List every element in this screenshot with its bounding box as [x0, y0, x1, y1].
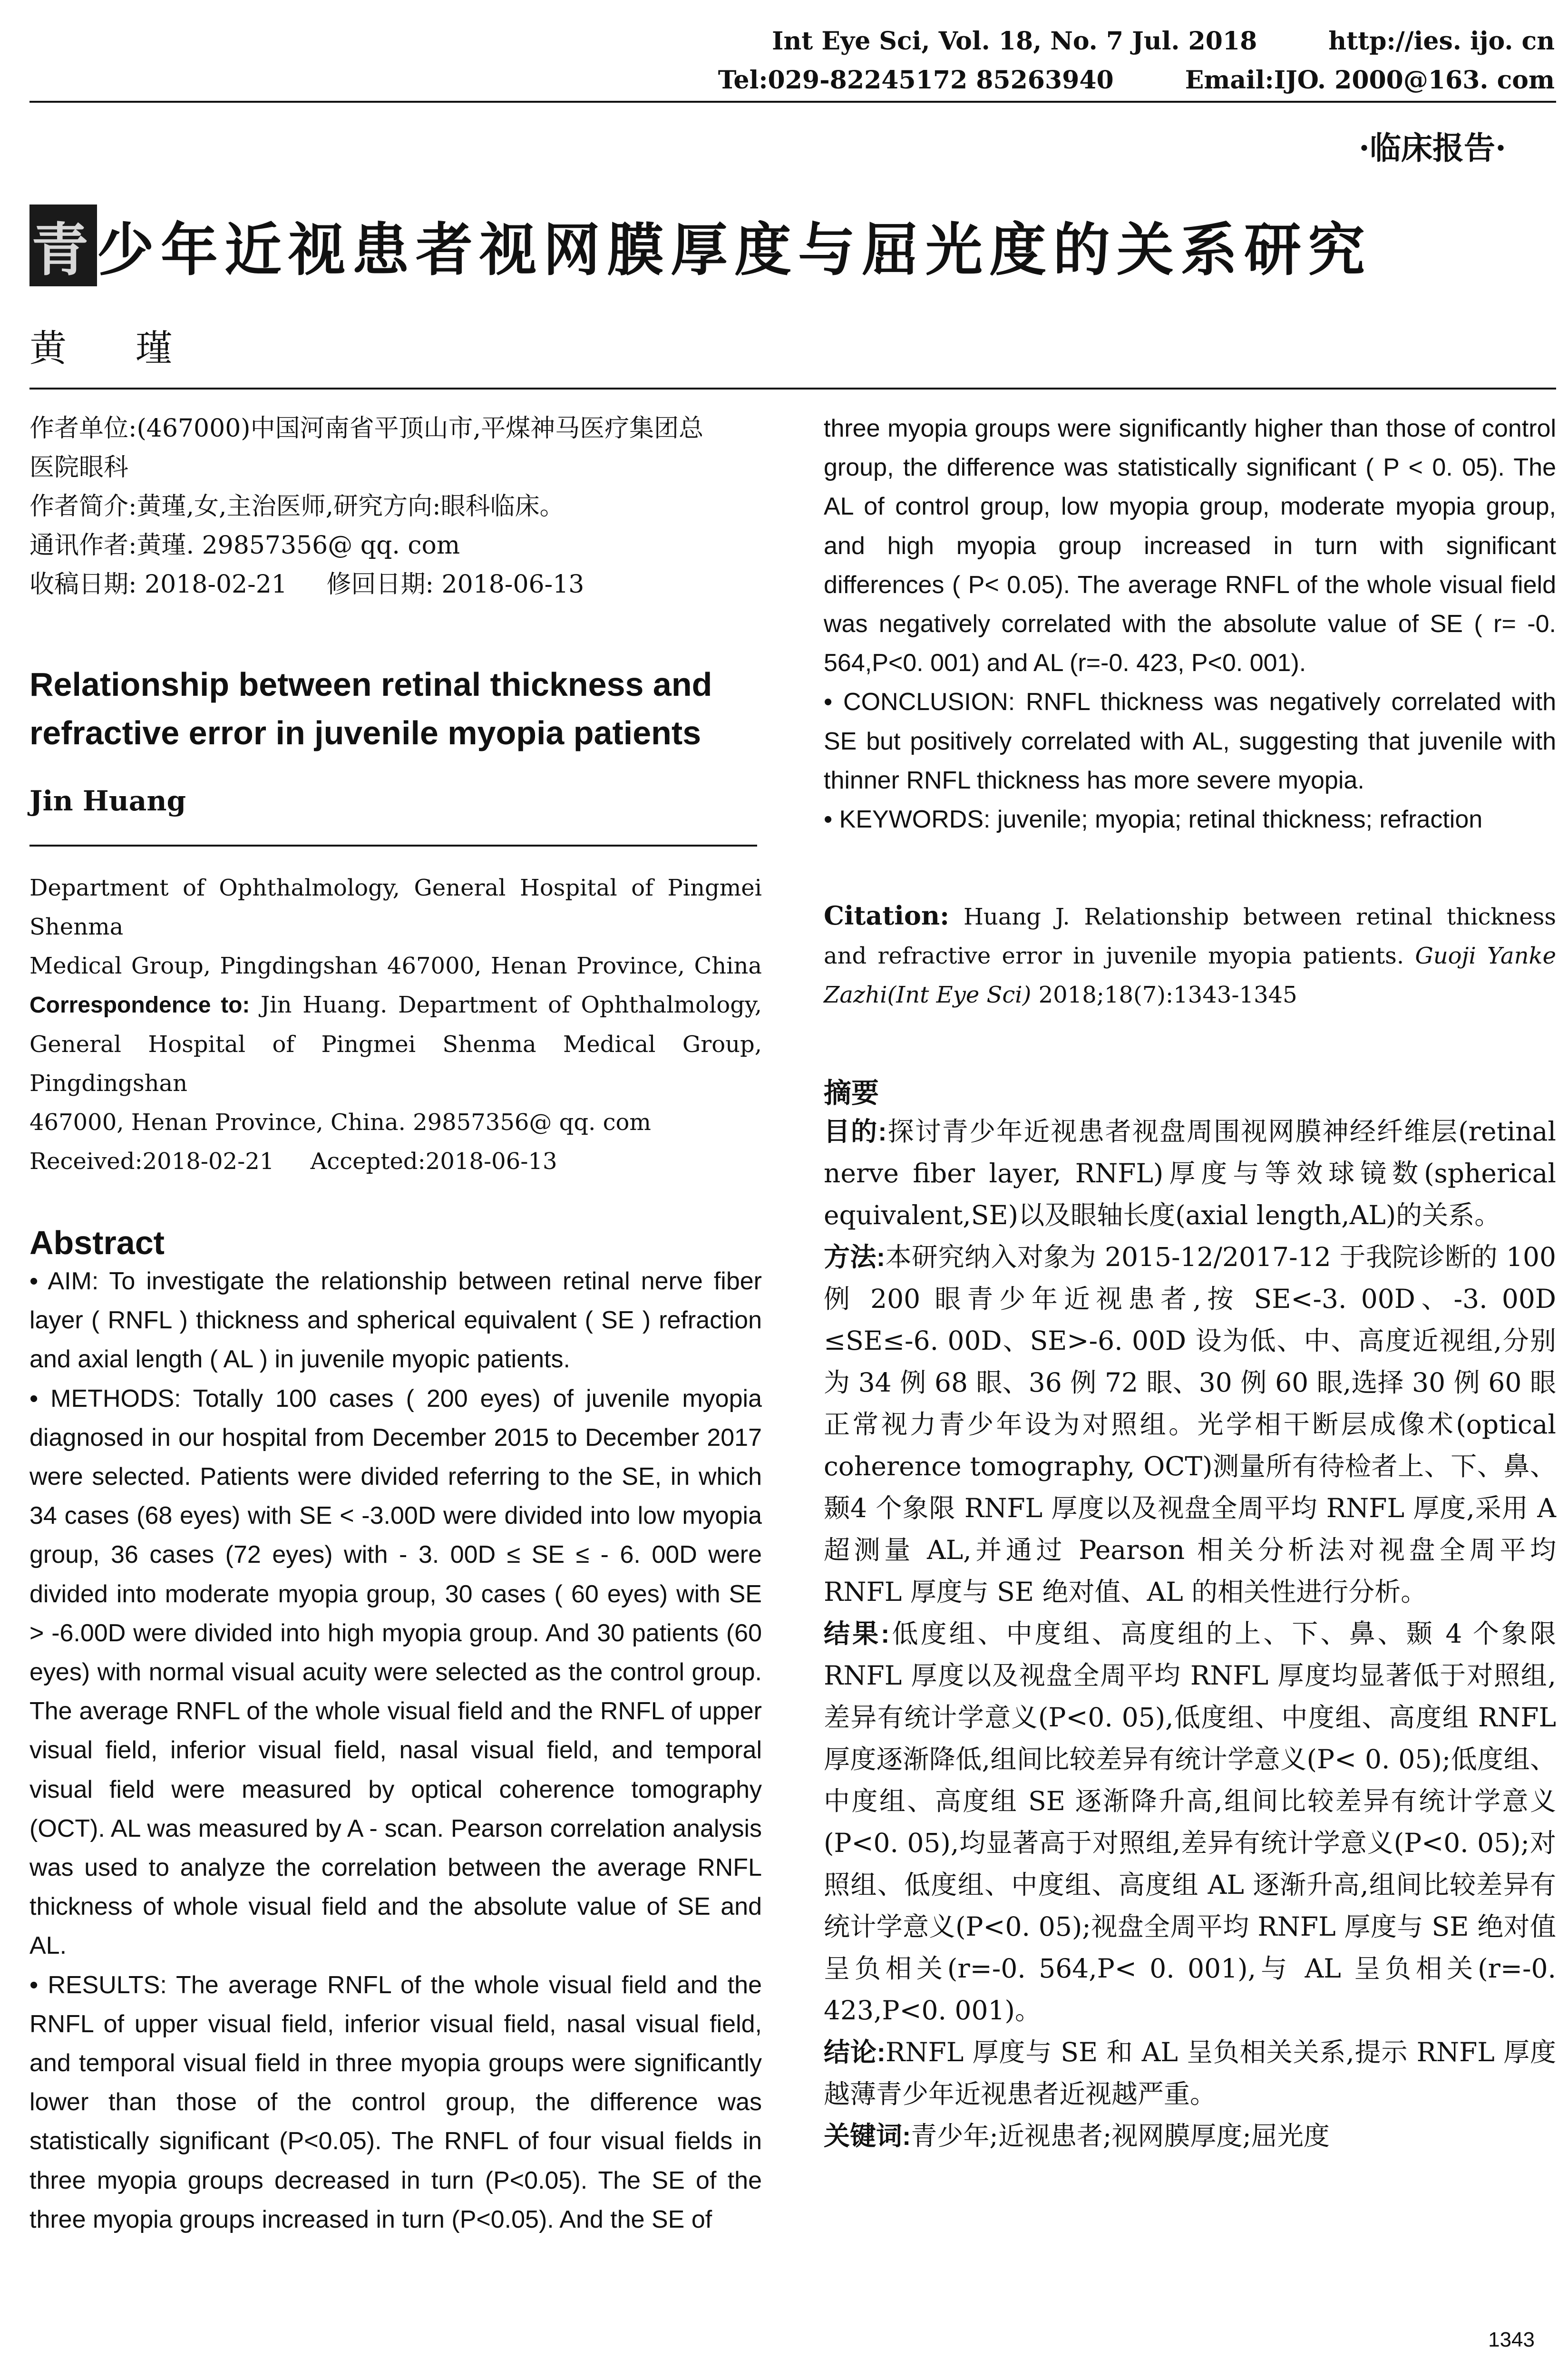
abstract-cn-keywords	[824, 2115, 1556, 2157]
page-number: 1343	[1488, 2328, 1535, 2351]
affiliation-en-line: Department of Ophthalmology, General Hospital of Pingmei Shenma	[29, 875, 762, 940]
abstract-keywords: • KEYWORDS: juvenile; myopia; retinal thickness; refraction	[824, 806, 1483, 834]
correspondence-text: Jin Huang. Department of Ophthalmology,	[250, 992, 762, 1018]
affiliation-en-line: 467000, Henan Province, China. 29857356@ qq. com	[29, 1109, 651, 1136]
abstract-methods: • METHODS: Totally 100 cases ( 200 eyes) of juvenile myopia diagnosed in our hospital from December 2015 to December 2017 were selected. Patients were divided referring to the SE, in which 34 cases (68 eyes) with SE < -3.00D were divided into low myopia group, 36 cases (72 eyes) with - 3. 00D ≤ SE ≤ - 6. 00D were divided into moderate myopia group, 30 cases ( 60 eyes) with SE > -6.00D were divided into high myopia group. And 30 patients (60 eyes) with normal visual acuity were selected as the control group. The average RNFL of the whole visual field and the RNFL of upper visual field, inferior visual field, nasal visual field, and temporal visual field were measured by optical coherence tomography (OCT). AL was measured by A - scan. Pearson correlation analysis was used to analyze the correlation between the average RNFL thickness of whole visual field and the absolute value of SE and AL.	[29, 1384, 762, 1960]
correspondence-line	[29, 985, 762, 1025]
left-column	[29, 409, 762, 2239]
citation	[824, 896, 1556, 1014]
author-en: Jin Huang	[29, 785, 186, 817]
journal-tel: Tel:029-82245172 85263940	[718, 66, 1114, 95]
affiliation-cn-line: 作者简介:黄瑾,女,主治医师,研究方向:眼科临床。	[29, 492, 565, 521]
abstract-conclusion: • CONCLUSION: RNFL thickness was negatively correlated with SE but positively correlated with AL, suggesting that juvenile with thinner RNFL thickness has more severe myopia.	[824, 688, 1556, 794]
abstract-cn-heading: 摘要	[824, 1078, 879, 1109]
abstract-cn-methods	[824, 1236, 1556, 1613]
abstract-heading: Abstract	[29, 1224, 165, 1261]
citation-text: Huang J. Relationship between retinal thickness and refractive error in juvenile myopia patients.	[824, 904, 1556, 970]
journal-website: http://ies. ijo. cn	[1328, 27, 1555, 56]
affiliation-en	[29, 868, 762, 1181]
affiliation-en-line: Medical Group, Pingdingshan 467000, Henan Province, China	[29, 953, 762, 979]
affiliation-cn-line: 通讯作者:黄瑾. 29857356@ qq. com	[29, 531, 460, 560]
section-tag: ·临床报告·	[1359, 129, 1506, 166]
abstract-cn-keywords-label: 关键词:	[824, 2121, 911, 2151]
abstract-cn-conclusion-text: RNFL 厚度与 SE 和 AL 呈负相关关系,提示 RNFL 厚度越薄青少年近视患者近视越严重。	[824, 2037, 1556, 2110]
citation-tail: 2018;18(7):1343-1345	[1031, 982, 1297, 1009]
correspondence-label: Correspondence to:	[29, 993, 250, 1018]
title-rule	[29, 388, 1556, 390]
abstract-results-part2: three myopia groups were significantly higher than those of control group, the difference was statistically significant ( P < 0. 05). The AL of control group, low myopia group, moderate myopia group, and high myopia group increased in turn with significant differences ( P< 0.05). The average RNFL of the whole visual field was negatively correlated with the absolute value of SE ( r= -0. 564,P<0. 001) and AL (r=-0. 423, P<0. 001).	[824, 415, 1556, 677]
affiliation-cn-line: 收稿日期: 2018-02-21 修回日期: 2018-06-13	[29, 570, 584, 599]
abstract-en-left	[29, 1262, 762, 2239]
abstract-aim: • AIM: To investigate the relationship between retinal nerve fiber layer ( RNFL ) thickness and spherical equivalent ( SE ) refraction and axial length ( AL ) in juvenile myopic patients.	[29, 1267, 762, 1374]
abstract-cn-conclusion	[824, 2031, 1556, 2115]
title-en: Relationship between retinal thickness and refractive error in juvenile myopia patients	[29, 666, 712, 751]
title-rest: 少年近视患者视网膜厚度与屈光度的关系研究	[97, 218, 1372, 282]
affiliation-en-line: General Hospital of Pingmei Shenma Medical Group, Pingdingshan	[29, 1031, 762, 1097]
abstract-cn-results-label: 结果:	[824, 1619, 890, 1649]
journal-email: Email:IJO. 2000@163. com	[1185, 66, 1555, 95]
journal-header-line1	[701, 27, 1555, 56]
citation-journal: Guoji Yanke Zazhi(Int Eye Sci)	[824, 943, 1557, 1009]
citation-label: Citation:	[824, 900, 950, 931]
journal-header-line2	[647, 66, 1555, 95]
abstract-cn-aim	[824, 1111, 1556, 1236]
abstract-cn-aim-text: 探讨青少年近视患者视盘周围视网膜神经纤维层(retinal nerve fiber layer, RNFL)厚度与等效球镜数(spherical equivalent,SE)以及眼轴长度(axial length,AL)的关系。	[824, 1116, 1556, 1231]
abstract-cn-results	[824, 1613, 1556, 2031]
abstract-cn-conclusion-label: 结论:	[824, 2037, 886, 2067]
title-drop-char: 青	[29, 205, 97, 286]
abstract-cn-methods-label: 方法:	[824, 1242, 886, 1272]
header-rule	[29, 101, 1556, 103]
abstract-results-part1: • RESULTS: The average RNFL of the whole visual field and the RNFL of upper visual field, inferior visual field, nasal visual field, and temporal visual field in three myopia groups were significantly lower than those of the control group, the difference was statistically significant (P<0.05). The RNFL of four visual fields in three myopia groups decreased in turn (P<0.05). The SE of the three myopia groups increased in turn (P<0.05). And the SE of	[29, 1971, 762, 2233]
received-dates: Received:2018-02-21 Accepted:2018-06-13	[29, 1148, 557, 1175]
abstract-cn-results-text: 低度组、中度组、高度组的上、下、鼻、颞 4 个象限 RNFL 厚度以及视盘全周平均 RNFL 厚度均显著低于对照组,差异有统计学意义(P<0. 05),低度组、中度组、高度组 RNFL 厚度逐渐降低,组间比较差异有统计学意义(P< 0. 05);低度组、中度组、高度组 SE 逐渐降升高,组间比较差异有统计学意义(P<0. 05),均显著高于对照组,差异有统计学意义(P<0. 05);对照组、低度组、中度组、高度组 AL 逐渐升高,组间比较差异有统计学意义(P<0. 05);视盘全周平均 RNFL 厚度与 SE 绝对值呈负相关(r=-0. 564,P< 0. 001),与 AL 呈负相关(r=-0. 423,P<0. 001)。	[824, 1618, 1556, 2026]
right-column	[824, 409, 1556, 2157]
abstract-cn-keywords-text: 青少年;近视患者;视网膜厚度;屈光度	[911, 2121, 1330, 2152]
affiliation-cn-line: 医院眼科	[29, 453, 129, 482]
journal-citation: Int Eye Sci, Vol. 18, No. 7 Jul. 2018	[772, 27, 1257, 56]
abstract-cn-methods-text: 本研究纳入对象为 2015-12/2017-12 于我院诊断的 100 例 200 眼青少年近视患者,按 SE<-3. 00D、-3. 00D ≤SE≤-6. 00D、SE>-6. 00D 设为低、中、高度近视组,分别为 34 例 68 眼、36 例 72 眼、30 例 60 眼,选择 30 例 60 眼正常视力青少年设为对照组。光学相干断层成像术(optical coherence tomography, OCT)测量所有待检者上、下、鼻、颞4 个象限 RNFL 厚度以及视盘全周平均 RNFL 厚度,采用 A 超测量 AL,并通过 Pearson 相关分析法对视盘全周平均 RNFL 厚度与 SE 绝对值、AL 的相关性进行分析。	[824, 1242, 1556, 1607]
abstract-en-right	[824, 409, 1556, 839]
abstract-cn	[824, 1111, 1556, 2157]
affiliation-cn	[29, 409, 762, 604]
affiliation-cn-line: 作者单位:(467000)中国河南省平顶山市,平煤神马医疗集团总	[29, 414, 704, 443]
author-rule	[29, 845, 757, 847]
abstract-cn-aim-label: 目的:	[824, 1117, 887, 1147]
author-cn: 黄 瑾	[29, 327, 201, 370]
page-title	[29, 205, 1372, 286]
